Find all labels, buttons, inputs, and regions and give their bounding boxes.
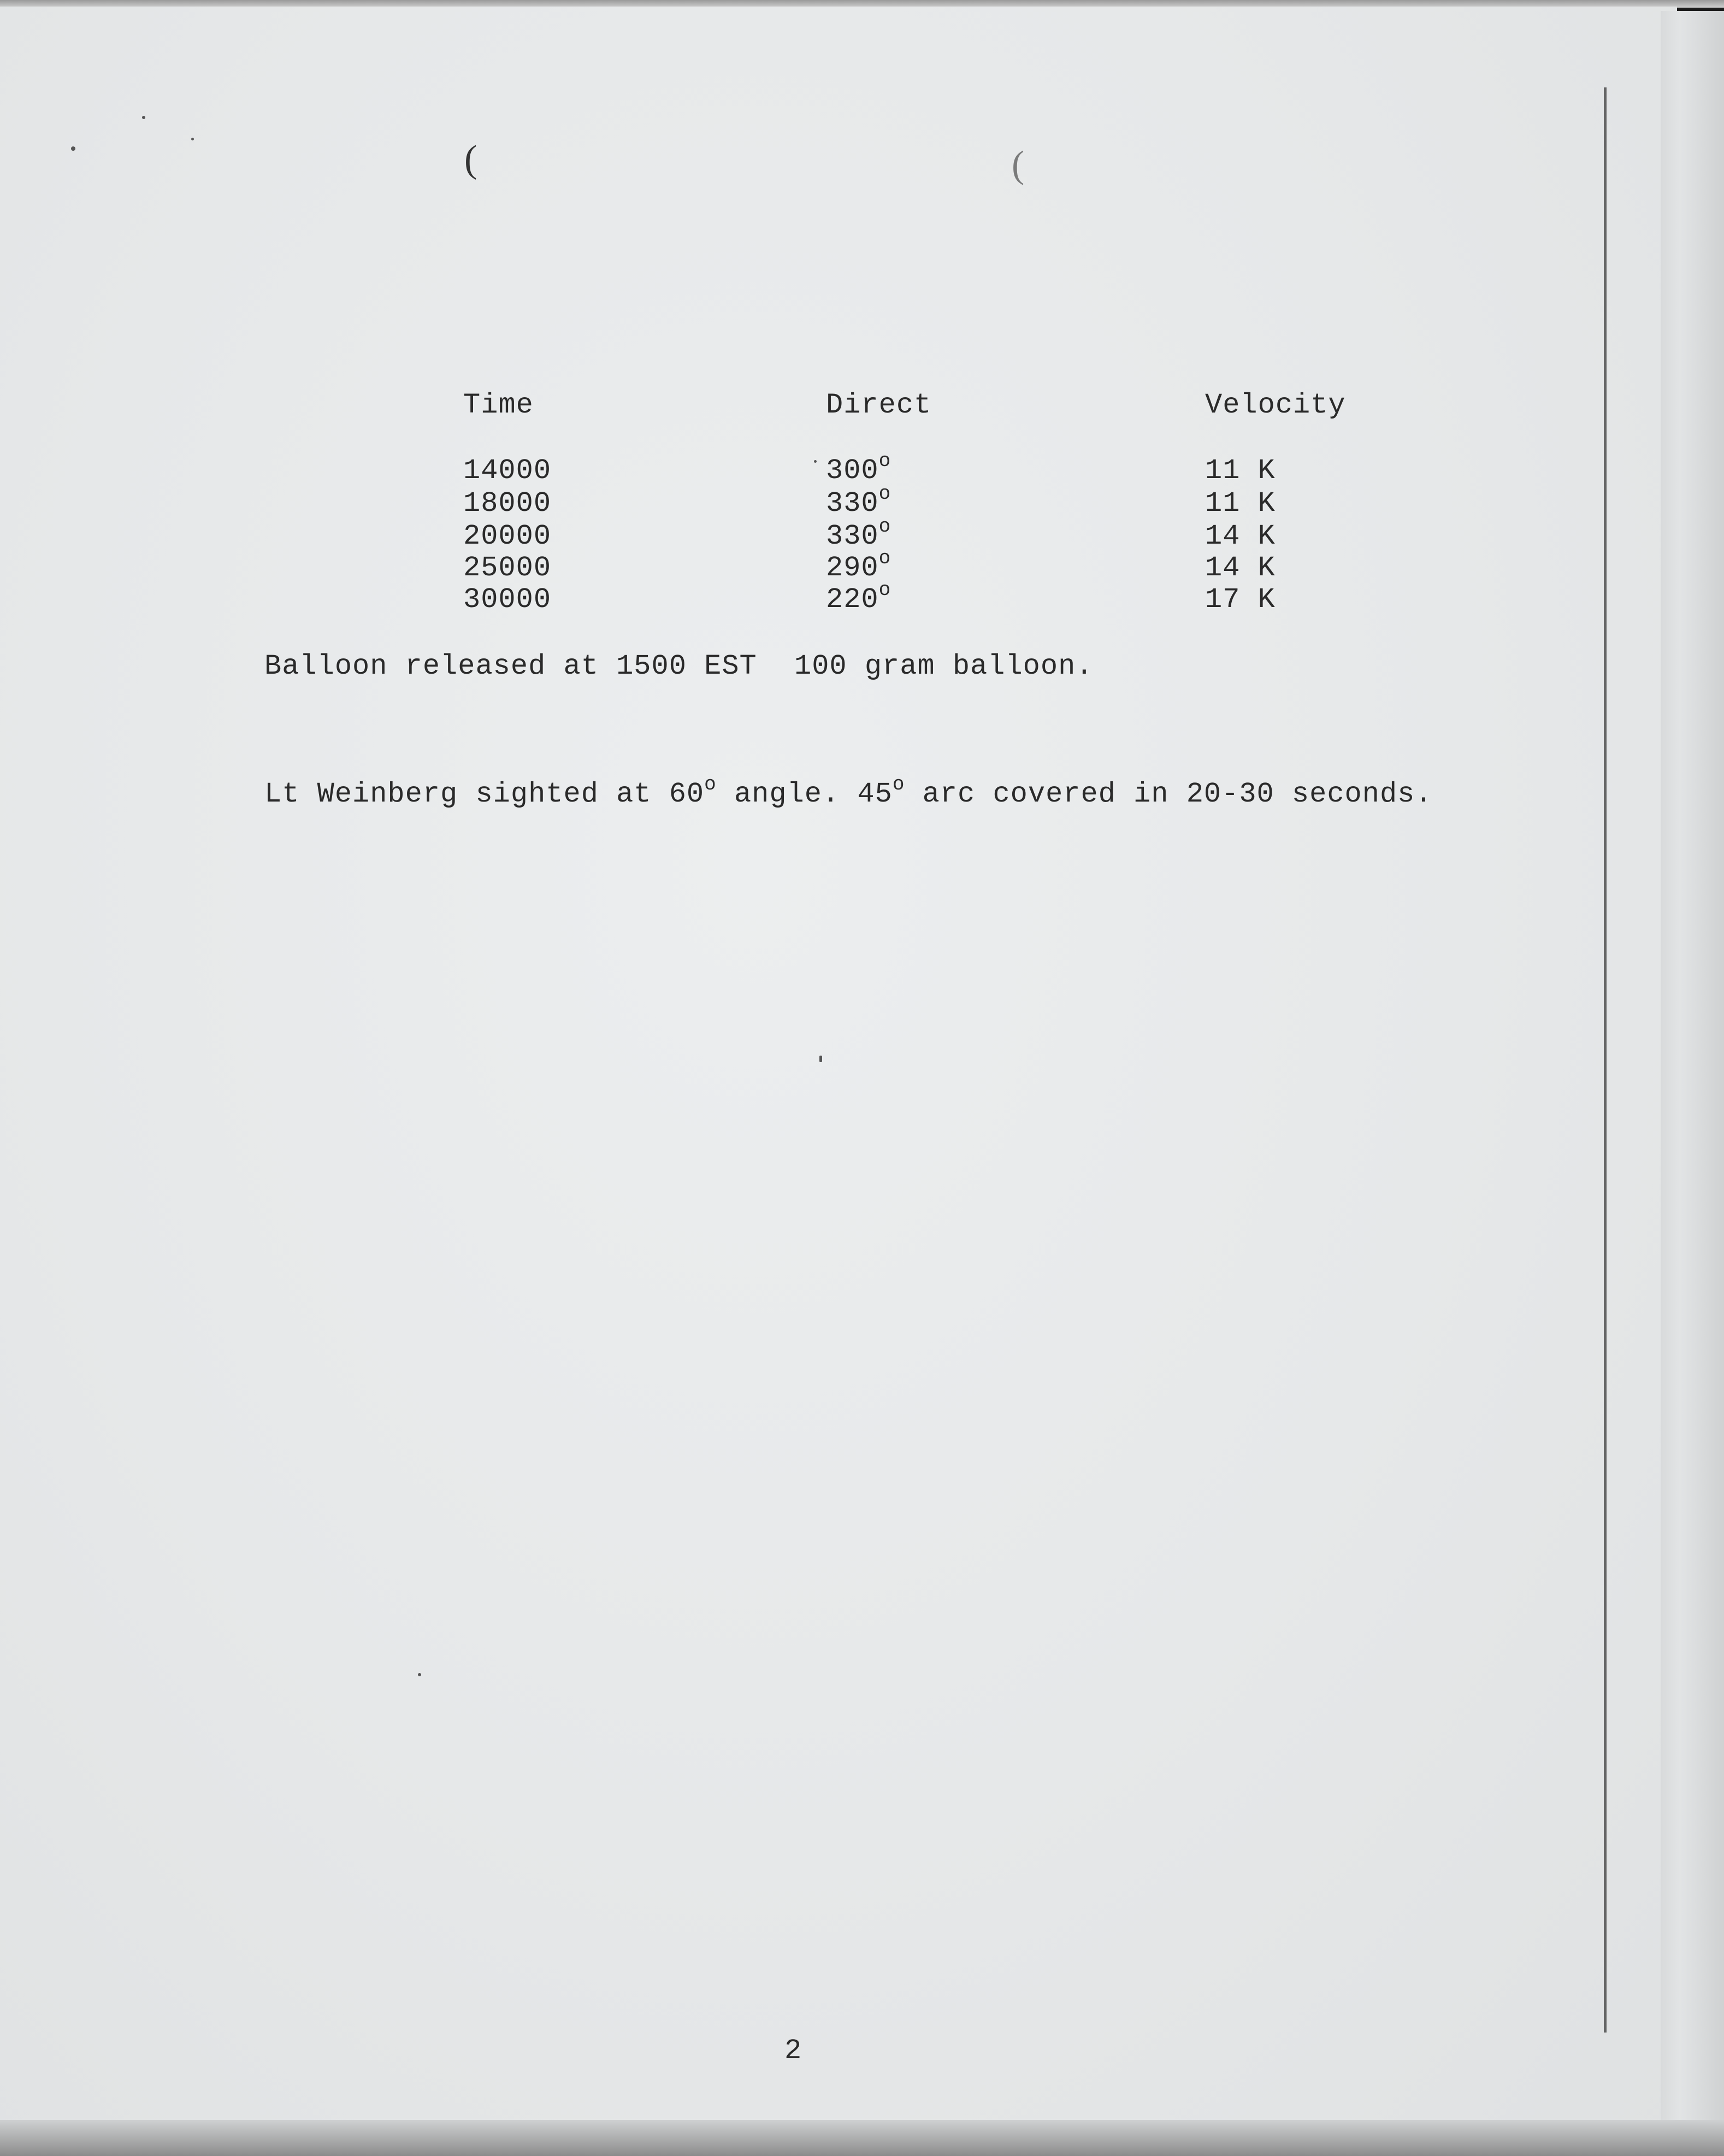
table-header-time: Time: [463, 389, 534, 421]
document-page: [0, 7, 1677, 2141]
scan-speck: [819, 1056, 822, 1062]
table-cell-direction: 220$^o$: [826, 579, 891, 616]
table-cell-direction: 300$^o$: [826, 450, 891, 487]
balloon-weight-note: 100 gram balloon.: [794, 650, 1094, 682]
table-cell-time: 20000: [463, 520, 552, 552]
table-cell-time: 30000: [463, 584, 552, 616]
scan-right-margin: [1661, 11, 1724, 2156]
scan-fold-line: [1604, 87, 1607, 2033]
table-cell-direction: 330$^o$: [826, 482, 891, 520]
release-note: Balloon released at 1500 EST: [264, 650, 757, 682]
scan-speck: [191, 138, 194, 140]
table-cell-time: 25000: [463, 552, 552, 584]
table-cell-direction: 290$^o$: [826, 547, 891, 584]
scan-speck: [814, 460, 817, 463]
table-cell-velocity: 14 K: [1205, 552, 1276, 584]
scan-speck: [71, 146, 75, 151]
degree-mark: o: [878, 547, 891, 569]
margin-paren-left: (: [464, 138, 477, 180]
scan-speck: [418, 1673, 421, 1676]
margin-paren-right: (: [1012, 144, 1025, 186]
degree-mark: o: [878, 482, 891, 505]
sighting-note: Lt Weinberg sighted at 60$^o$ angle. 45$^o$ arc covered in 20-30 seconds.: [264, 773, 1433, 810]
table-cell-time: 14000: [463, 455, 552, 487]
table-header-velocity: Velocity: [1205, 389, 1346, 421]
table-header-direction: Direct: [826, 389, 932, 421]
table-cell-velocity: 11 K: [1205, 487, 1276, 520]
table-cell-direction: 330$^o$: [826, 515, 891, 552]
degree-mark: o: [878, 515, 891, 538]
table-cell-velocity: 14 K: [1205, 520, 1276, 552]
table-cell-velocity: 17 K: [1205, 584, 1276, 616]
degree-mark: o: [892, 773, 905, 796]
degree-mark: o: [878, 450, 891, 472]
table-cell-time: 18000: [463, 487, 552, 520]
scan-speck: [142, 116, 145, 119]
scan-bottom-edge: [0, 2120, 1724, 2156]
degree-mark: o: [878, 579, 891, 601]
page-number: 2: [784, 2035, 802, 2067]
degree-mark: o: [704, 773, 717, 796]
table-cell-velocity: 11 K: [1205, 455, 1276, 487]
